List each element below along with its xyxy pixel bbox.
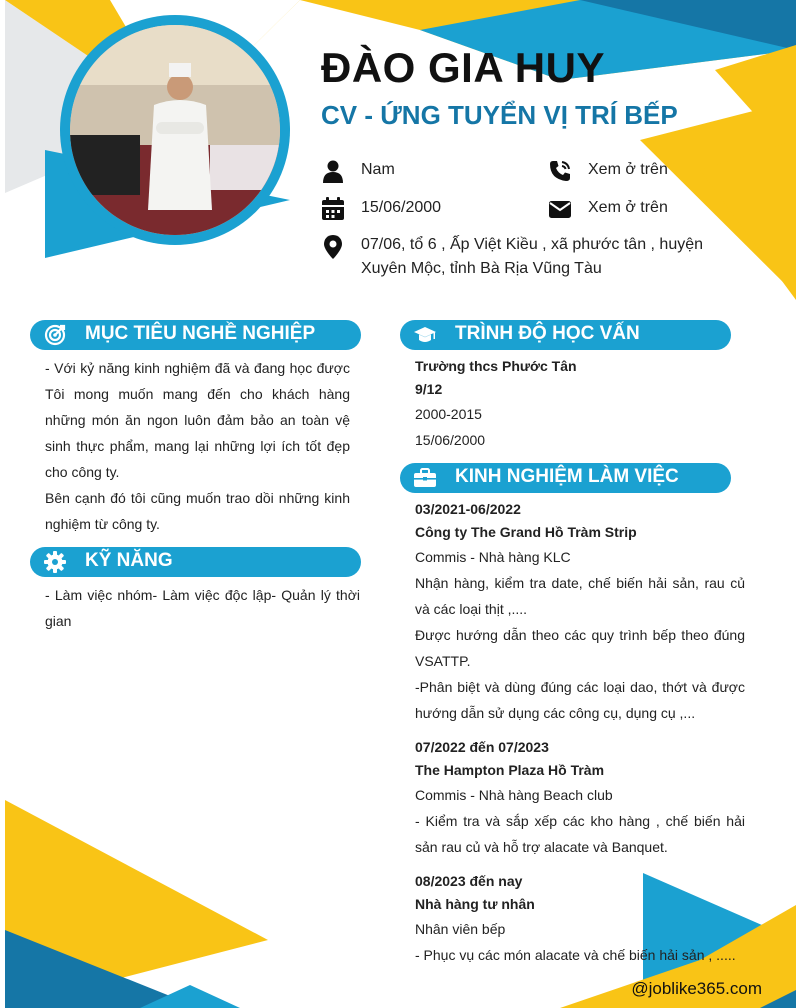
job-company: The Hampton Plaza Hồ Tràm (415, 762, 605, 778)
address-value: 07/06, tổ 6 , Ấp Việt Kiều , xã phước tân , huyện Xuyên Mộc, tỉnh Bà Rịa Vũng Tàu (361, 236, 704, 277)
job-company: Công ty The Grand Hồ Tràm Strip (415, 524, 637, 540)
section-header-experience (400, 463, 731, 493)
school-name: Trường thcs Phước Tân (415, 358, 577, 374)
user-icon (321, 159, 345, 183)
job-detail: -Phân biệt và dùng đúng các loại dao, thớt và được hướng dẫn sử dụng các công cụ, dụng cụ ,... (415, 679, 745, 721)
job-detail: Được hướng dẫn theo các quy trình bếp theo đúng VSATTP. (415, 627, 745, 669)
objective-title: MỤC TIÊU NGHỀ NGHIỆP (85, 323, 316, 344)
job-company: Nhà hàng tư nhân (415, 896, 535, 912)
section-header-objective (30, 320, 361, 350)
job-entry (415, 870, 745, 968)
education-body (415, 355, 745, 453)
job-role: Commis - Nhà hàng Beach club (415, 787, 613, 803)
job-detail: - Phục vụ các món alacate và chế biến hải sản , ..... (415, 947, 736, 963)
skills-body (45, 582, 360, 634)
objective-body (45, 355, 350, 537)
skills-text: - Làm việc nhóm- Làm việc độc lập- Quản lý thời gian (45, 587, 360, 629)
experience-title: KINH NGHIỆM LÀM VIỆC (455, 466, 679, 487)
gender-value: Nam (361, 161, 395, 178)
job-role: Commis - Nhà hàng KLC (415, 549, 571, 565)
target-icon (44, 324, 66, 346)
graduation-cap-icon (414, 324, 436, 346)
job-period: 03/2021-06/2022 (415, 501, 521, 517)
envelope-icon (548, 197, 572, 221)
education-grade: 9/12 (415, 381, 443, 397)
map-pin-icon (321, 235, 345, 259)
job-entry (415, 498, 745, 726)
job-detail: - Kiểm tra và sắp xếp các kho hàng , chế biến hải sản rau củ và hỗ trợ alacate và Banquet. (415, 813, 745, 855)
profile-photo (70, 25, 280, 235)
watermark-link[interactable]: @joblike365.com (631, 979, 762, 998)
calendar-icon (321, 197, 345, 221)
phone-icon (548, 159, 572, 183)
section-header-education (400, 320, 731, 350)
gear-icon (44, 551, 66, 573)
skills-title: KỸ NĂNG (85, 550, 173, 571)
applied-position: CV - ỨNG TUYỂN VỊ TRÍ BẾP (321, 100, 678, 130)
job-role: Nhân viên bếp (415, 921, 506, 937)
birthdate-value: 15/06/2000 (361, 199, 442, 216)
education-period: 2000-2015 (415, 406, 482, 422)
job-entry (415, 736, 745, 860)
email-value: Xem ở trên (588, 199, 668, 216)
objective-paragraph: Bên cạnh đó tôi cũng muốn trao dồi những kinh nghiệm từ công ty. (45, 490, 350, 532)
job-period: 07/2022 đến 07/2023 (415, 739, 549, 755)
section-header-skills (30, 547, 361, 577)
objective-paragraph: - Với kỷ năng kinh nghiệm đã và đang học được Tôi mong muốn mang đến cho khách hàng những món ăn ngon luôn đảm bảo an toàn vệ sinh thực phẩm, mang lại những lợi ích tốt đẹp cho công ty. (45, 360, 350, 480)
job-period: 08/2023 đến nay (415, 873, 523, 889)
job-detail: Nhận hàng, kiểm tra date, chế biến hải sản, rau củ và các loại thịt ,.... (415, 575, 745, 617)
education-date: 15/06/2000 (415, 432, 486, 448)
phone-value: Xem ở trên (588, 161, 668, 178)
education-title: TRÌNH ĐỘ HỌC VẤN (455, 323, 640, 344)
candidate-name: ĐÀO GIA HUY (321, 44, 605, 91)
briefcase-icon (414, 467, 436, 489)
